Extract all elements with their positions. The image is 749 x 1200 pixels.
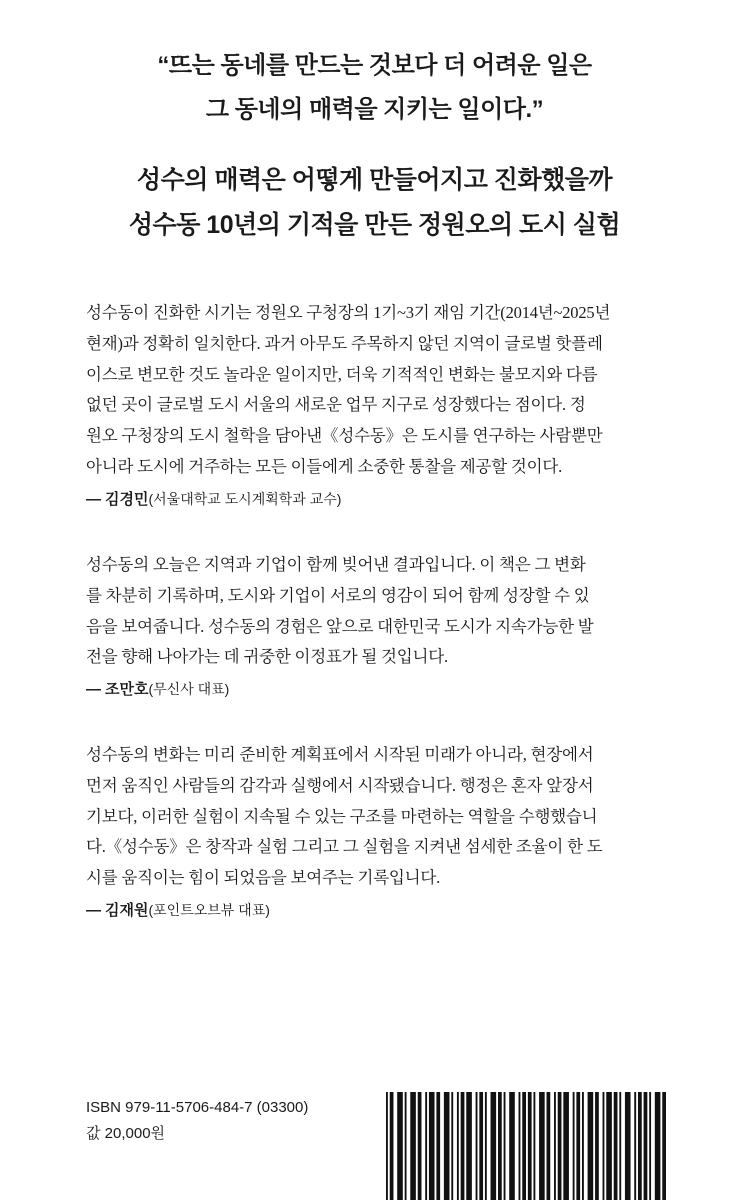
barcode-bar (425, 1092, 427, 1200)
barcode-bar (655, 1092, 661, 1200)
barcode-bar (619, 1092, 621, 1200)
barcode-bar (533, 1092, 535, 1200)
barcode-bar (634, 1092, 636, 1200)
barcode-bar (588, 1092, 594, 1200)
headline-line: 성수동 10년의 기적을 만든 정원오의 도시 실험 (128, 211, 621, 239)
endorsement-text (86, 550, 666, 673)
pull-quote (0, 44, 749, 132)
attribution-dash: — (86, 490, 101, 508)
text-line: 전을 향해 나아가는 데 귀중한 이정표가 될 것입니다. (86, 647, 448, 667)
barcode-bar (451, 1092, 453, 1200)
attribution-dash: — (86, 681, 101, 699)
endorsement-1 (86, 298, 666, 510)
barcode-bar (603, 1092, 605, 1200)
text-line: 시를 움직이는 힘이 되었음을 보여주는 기록입니다. (86, 868, 441, 888)
text-line: 아니라 도시에 거주하는 모든 이들에게 소중한 통찰을 제공할 것이다. (86, 456, 563, 476)
barcode-bar (476, 1092, 478, 1200)
barcode-bar (595, 1092, 599, 1200)
barcode-bar (649, 1092, 651, 1200)
barcode-bar (606, 1092, 612, 1200)
barcode-bar (554, 1092, 556, 1200)
barcode-bar (519, 1092, 521, 1200)
text-line: 먼저 움직인 사람들의 감각과 실행에서 시작됐습니다. 행정은 혼자 앞장서 (86, 775, 594, 795)
barcode-bar (405, 1092, 407, 1200)
text-line: 없던 곳이 글로벌 도시 서울의 새로운 업무 지구로 성장했다는 점이다. 정 (86, 395, 586, 415)
barcode-bar (573, 1092, 575, 1200)
barcode-bar (563, 1092, 569, 1200)
barcode-bar (418, 1092, 422, 1200)
headline-line: 성수의 매력은 어떻게 만들어지고 진화했을까 (136, 166, 613, 194)
barcode-bar (547, 1092, 551, 1200)
attribution-dash: — (86, 901, 101, 919)
barcode-bar (638, 1092, 642, 1200)
barcode-bar (558, 1092, 562, 1200)
endorser-name: 김재원 (105, 901, 149, 919)
endorsement-text (86, 740, 666, 894)
text-line: 이스로 변모한 것도 놀라운 일이지만, 더욱 기적적인 변화는 불모지와 다름 (86, 364, 598, 384)
barcode-bar (457, 1092, 459, 1200)
text-line: 다.《성수동》은 창작과 실험 그리고 그 실험을 지켜낸 섬세한 조율이 한 도 (86, 837, 603, 857)
endorsement-attribution (86, 489, 666, 510)
barcode-bar (397, 1092, 403, 1200)
barcode-bar (539, 1092, 545, 1200)
barcode-bar (504, 1092, 506, 1200)
text-line: 기보다, 이러한 실험이 지속될 수 있는 구조를 마련하는 역할을 수행했습니 (86, 806, 598, 826)
text-line: 음을 보여줍니다. 성수동의 경험은 앞으로 대한민국 도시가 지속가능한 발 (86, 616, 594, 636)
text-line: 성수동의 오늘은 지역과 기업이 함께 빚어낸 결과입니다. 이 책은 그 변화 (86, 555, 586, 574)
barcode-bar (410, 1092, 416, 1200)
barcode-bar (491, 1092, 497, 1200)
barcode-bar (644, 1092, 648, 1200)
barcode (386, 1092, 666, 1200)
barcode-bar (509, 1092, 515, 1200)
barcode-bar (485, 1092, 487, 1200)
endorser-role: (무신사 대표) (148, 681, 230, 698)
text-line: 성수동이 진화한 시기는 정원오 구청장의 1기~3기 재임 기간(2014년~2025년 (86, 303, 611, 322)
barcode-bar (614, 1092, 618, 1200)
endorsement-3 (86, 740, 666, 921)
endorser-name: 조만호 (105, 681, 149, 699)
endorser-role: (포인트오브뷰 대표) (148, 901, 270, 918)
text-line: 성수동의 변화는 미리 준비한 계획표에서 시작된 미래가 아니라, 현장에서 (86, 745, 594, 764)
barcode-bar (436, 1092, 440, 1200)
barcode-bar (582, 1092, 584, 1200)
barcode-bar (479, 1092, 483, 1200)
barcode-bar (625, 1092, 631, 1200)
text-line: 현재)과 정확히 일치한다. 과거 아무도 주목하지 않던 지역이 글로벌 핫플레 (86, 333, 603, 353)
barcode-bar (461, 1092, 465, 1200)
barcode-bar (498, 1092, 502, 1200)
barcode-bar (386, 1092, 388, 1200)
text-line: 를 차분히 기록하며, 도시와 기업이 서로의 영감이 되어 함께 성장할 수 있 (86, 585, 590, 605)
endorser-role: (서울대학교 도시계획학과 교수) (148, 490, 342, 507)
headline (0, 158, 749, 248)
barcode-bar (576, 1092, 580, 1200)
endorsement-text (86, 298, 666, 483)
barcode-bar (662, 1092, 666, 1200)
endorsement-attribution (86, 900, 666, 921)
barcode-bar (429, 1092, 435, 1200)
text-line: 원오 구청장의 도시 철학을 담아낸《성수동》은 도시를 연구하는 사람뿐만 (86, 426, 603, 446)
endorsement-attribution (86, 679, 666, 700)
isbn-number: ISBN 979-11-5706-484-7 (03300) (86, 1099, 309, 1116)
barcode-bar (466, 1092, 472, 1200)
barcode-bar (522, 1092, 526, 1200)
barcode-bar (390, 1092, 394, 1200)
pull-quote-line: 그 동네의 매력을 지키는 일이다.” (205, 96, 544, 123)
barcode-bar (444, 1092, 450, 1200)
barcode-bar (528, 1092, 532, 1200)
endorser-name: 김경민 (105, 490, 149, 508)
pull-quote-line: “뜨는 동네를 만드는 것보다 더 어려운 일은 (157, 52, 592, 79)
price: 값 20,000원 (86, 1125, 166, 1142)
endorsement-2 (86, 550, 666, 700)
